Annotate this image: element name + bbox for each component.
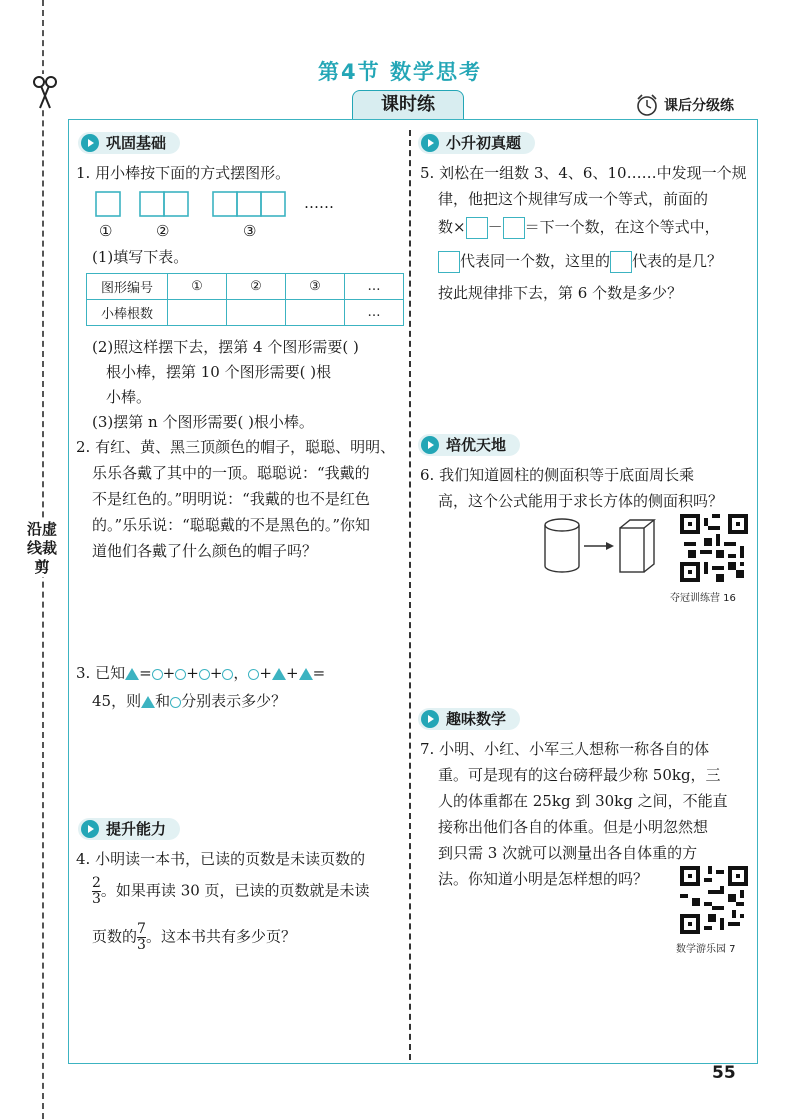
q5-line3 bbox=[438, 214, 720, 240]
q3-45: 45 bbox=[92, 692, 112, 710]
q3-num: 3. 已知 bbox=[76, 664, 126, 682]
q1-ellipsis: …… bbox=[304, 194, 334, 212]
section-pill-basics bbox=[78, 132, 180, 154]
q4-line2-text: 。如果再读 30 页，已读的页数就是未读 bbox=[100, 881, 370, 900]
blank-box bbox=[610, 251, 632, 273]
q5-line4 bbox=[438, 248, 722, 274]
section-pill-label: 提升能力 bbox=[106, 820, 167, 838]
q1-sub3: (3)摆第 n 个图形需要( )根小棒。 bbox=[92, 413, 314, 431]
play-icon bbox=[421, 710, 439, 728]
circle-icon bbox=[248, 669, 259, 680]
q3-plus: + bbox=[186, 664, 199, 682]
table-row bbox=[87, 274, 404, 300]
q5-line3b: － bbox=[487, 218, 503, 236]
page-number: 55 bbox=[712, 1063, 736, 1083]
q6-line1: 6. 我们知道圆柱的侧面积等于底面周长乘 bbox=[420, 466, 695, 484]
table-cell: ② bbox=[227, 274, 286, 300]
triangle-icon bbox=[125, 668, 139, 680]
q5-line2: 律，他把这个规律写成一个等式，前面的 bbox=[438, 190, 709, 208]
circle-icon bbox=[152, 669, 163, 680]
frac-num: 2 bbox=[92, 875, 101, 891]
series-label: 课后分级练 bbox=[664, 98, 734, 114]
table-row bbox=[87, 300, 404, 326]
q7-line5: 到只需 3 次就可以测量出各自体重的方 bbox=[438, 844, 698, 862]
table-cell: ① bbox=[168, 274, 227, 300]
qr-caption-1: 夺冠训练营 16 bbox=[670, 593, 736, 604]
section-pill-advanced bbox=[418, 434, 520, 456]
blank-box bbox=[503, 217, 525, 239]
q4-line1: 4. 小明读一本书，已读的页数是未读页数的 bbox=[76, 850, 366, 868]
circle-icon bbox=[222, 669, 233, 680]
table-cell: 图形编号 bbox=[87, 274, 168, 300]
q5-line5: 按此规律排下去，第 6 个数是多少？ bbox=[438, 284, 683, 302]
q6-line2: 高，这个公式能用于求长方体的侧面积吗？ bbox=[438, 492, 724, 510]
table-cell: 小棒根数 bbox=[87, 300, 168, 326]
q3-line1 bbox=[76, 660, 325, 686]
qr-code-1[interactable] bbox=[680, 514, 748, 586]
q3-eq: = bbox=[312, 664, 326, 682]
q1-fig-label-2: ② bbox=[156, 222, 170, 240]
q1-fig-label-1: ① bbox=[99, 222, 113, 240]
q3-and: 和 bbox=[155, 692, 171, 710]
q3-plus: + bbox=[162, 664, 176, 682]
section-pill-label: 小升初真题 bbox=[446, 134, 522, 152]
play-icon bbox=[421, 134, 439, 152]
q1-stem: 1. 用小棒按下面的方式摆图形。 bbox=[76, 164, 291, 182]
q3-plus: + bbox=[286, 664, 299, 682]
blank-box bbox=[438, 251, 460, 273]
column-divider bbox=[409, 130, 411, 1060]
q1-sub2-line1: (2)照这样摆下去，摆第 4 个图形需要( ) bbox=[92, 338, 359, 356]
q4-line3b: 。这本书共有多少页？ bbox=[145, 927, 296, 946]
play-icon bbox=[81, 134, 99, 152]
q1-sub1: (1)填写下表。 bbox=[92, 248, 189, 266]
section-pill-fun bbox=[418, 708, 520, 730]
q2-line2: 乐乐各戴了其中的一顶。聪聪说：“我戴的 bbox=[92, 464, 370, 482]
play-icon bbox=[81, 820, 99, 838]
qr-caption-2: 数学游乐园 7 bbox=[676, 944, 736, 955]
lesson-tab: 课时练 bbox=[352, 90, 464, 119]
circle-icon bbox=[199, 669, 210, 680]
circle-icon bbox=[175, 669, 186, 680]
section-pill-label: 培优天地 bbox=[446, 436, 507, 454]
q7-line3: 人的体重都在 25kg 到 30kg 之间，不能直 bbox=[438, 792, 728, 810]
q7-line1: 7. 小明、小红、小军三人想称一称各自的体 bbox=[420, 740, 710, 758]
triangle-icon bbox=[141, 696, 155, 708]
table-cell bbox=[227, 300, 286, 326]
q2-line3: 不是红色的。”明明说：“我戴的也不是红色 bbox=[92, 490, 370, 508]
frac-den: 3 bbox=[92, 891, 101, 907]
q1-fig-label-3: ③ bbox=[243, 222, 257, 240]
q2-line1: 2. 有红、黄、黑三顶颜色的帽子，聪聪、明明、 bbox=[76, 438, 396, 456]
section-pill-exam bbox=[418, 132, 535, 154]
section-title: 第4节 数学思考 bbox=[318, 60, 482, 84]
table-cell bbox=[168, 300, 227, 326]
fraction-2-3 bbox=[92, 876, 101, 907]
clock-icon bbox=[634, 93, 660, 121]
q7-line2: 重。可是现有的这台磅秤最少称 50kg，三 bbox=[438, 766, 721, 784]
q4-line3 bbox=[92, 922, 296, 953]
q3-plus: + bbox=[259, 664, 272, 682]
q1-sub2-line2: 根小棒，摆第 10 个图形需要( )根 bbox=[106, 363, 332, 381]
q2-line5: 道他们各戴了什么颜色的帽子吗？ bbox=[92, 542, 318, 560]
triangle-icon bbox=[299, 668, 313, 680]
circle-icon bbox=[170, 697, 181, 708]
cut-label: 沿虚线裁剪 bbox=[27, 520, 58, 576]
section-pill-improve bbox=[78, 818, 180, 840]
table-cell: … bbox=[345, 274, 404, 300]
fraction-7-3 bbox=[137, 922, 146, 953]
cylinder-to-cuboid-figure bbox=[538, 516, 658, 580]
q5-line3c: ＝下一个数，在这个等式中， bbox=[524, 218, 720, 236]
q1-figures bbox=[94, 190, 314, 222]
q4-line2 bbox=[92, 876, 370, 907]
play-icon bbox=[421, 436, 439, 454]
frac-den: 3 bbox=[137, 937, 146, 953]
q3-comma: ， bbox=[233, 664, 249, 682]
q3-line2 bbox=[92, 688, 286, 714]
q4-line3a: 页数的 bbox=[92, 927, 138, 946]
triangle-icon bbox=[272, 668, 286, 680]
blank-box bbox=[466, 217, 488, 239]
table-cell: … bbox=[345, 300, 404, 326]
section-pill-label: 巩固基础 bbox=[106, 134, 167, 152]
qr-code-2[interactable] bbox=[680, 866, 748, 938]
q3-then: ，则 bbox=[111, 692, 142, 710]
q7-line4: 接称出他们各自的体重。但是小明忽然想 bbox=[438, 818, 709, 836]
frac-num: 7 bbox=[137, 921, 146, 937]
q5-line4b: 代表的是几？ bbox=[632, 252, 723, 270]
table-cell: ③ bbox=[286, 274, 345, 300]
q3-eq: = bbox=[139, 664, 152, 682]
q3-plus: + bbox=[209, 664, 223, 682]
q3-end: 分别表示多少？ bbox=[181, 692, 287, 710]
table-cell bbox=[286, 300, 345, 326]
q5-line4a: 代表同一个数，这里的 bbox=[460, 252, 611, 270]
section-pill-label: 趣味数学 bbox=[446, 710, 507, 728]
q5-line3a: 数× bbox=[438, 218, 466, 236]
q1-table bbox=[86, 273, 404, 326]
q2-line4: 的。”乐乐说：“聪聪戴的不是黑色的。”你知 bbox=[92, 516, 371, 534]
q1-sub2-line3: 小棒。 bbox=[106, 388, 152, 406]
q7-line6: 法。你知道小明是怎样想的吗？ bbox=[438, 870, 649, 888]
q5-line1: 5. 刘松在一组数 3、4、6、10……中发现一个规 bbox=[420, 164, 747, 182]
